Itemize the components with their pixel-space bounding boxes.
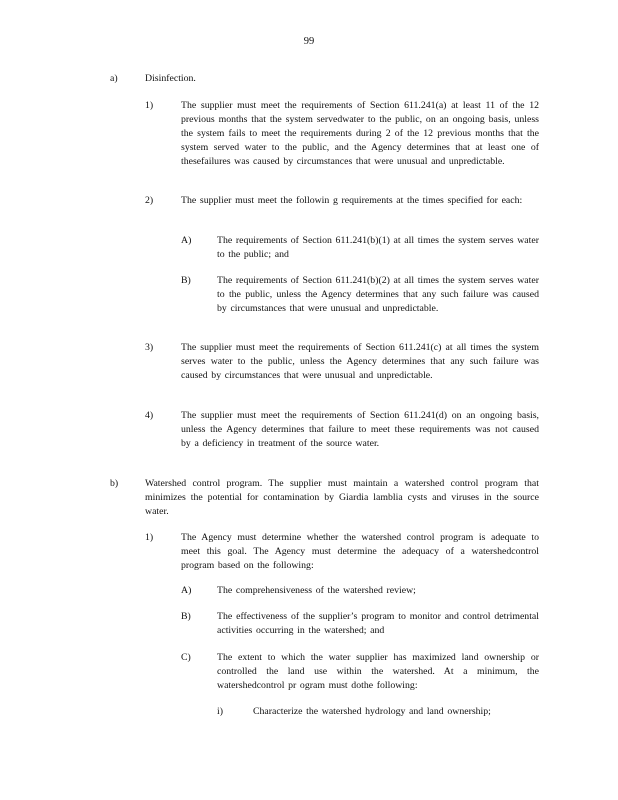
paragraph-text: The comprehensiveness of the watershed review; <box>217 585 416 596</box>
section-a-title: Disinfection. <box>145 73 196 84</box>
paragraph-label: 3) <box>145 342 154 353</box>
paragraph-text: The requirements of Section 611.241(b)(1) at all times the system serves water to the public; and <box>217 235 539 260</box>
section-a-label: a) <box>110 73 118 84</box>
paragraph-text: Characterize the watershed hydrology and land ownership; <box>253 706 491 717</box>
paragraph-label: A) <box>181 585 192 596</box>
paragraph-text: The extent to which the water supplier has maximized land ownership or controlled the land use within the watershed. At a minimum, the watershedcontrol pr ogram must dothe following: <box>217 652 539 691</box>
paragraph-label: C) <box>181 652 191 663</box>
paragraph-label: 4) <box>145 410 154 421</box>
paragraph-label: 1) <box>145 100 154 111</box>
paragraph-text: The supplier must meet the requirements of Section 611.241(c) at all times the system serves water to the public, unless the Agency determines that any such failure was caused by circumstances that were unusual and unpredictable. <box>181 342 539 381</box>
paragraph-label: i) <box>217 706 223 717</box>
paragraph-label: 2) <box>145 195 154 206</box>
paragraph-label: B) <box>181 611 191 622</box>
section-b-text: Watershed control program. The supplier must maintain a watershed control program that minimizes the potential for contamination by Giardia lamblia cysts and viruses in the source water. <box>145 478 539 517</box>
paragraph-text: The supplier must meet the followin g requirements at the times specified for each: <box>181 195 523 206</box>
paragraph-text: The effectiveness of the supplier’s program to monitor and control detrimental activities occurring in the watershed; and <box>217 611 539 636</box>
paragraph-label: A) <box>181 235 192 246</box>
paragraph-text: The requirements of Section 611.241(b)(2) at all times the system serves water to the public, unless the Agency determines that any such failure was caused by circumstances that were unusual and unpredictable. <box>217 275 539 314</box>
page-number: 99 <box>303 36 315 47</box>
paragraph-label: 1) <box>145 532 154 543</box>
section-b-label: b) <box>110 478 119 489</box>
paragraph-text: The Agency must determine whether the watershed control program is adequate to meet this goal. The Agency must determine the adequacy of a watershedcontrol program based on the following: <box>181 532 539 571</box>
paragraph-text: The supplier must meet the requirements of Section 611.241(a) at least 11 of the 12 previous months that the system servedwater to the public, on an ongoing basis, unless the system fails to meet the requirements during 2 of the 12 previous months that the system served water to the public, and the Agency determines that at least one of thesefailures was caused by circumstances that were unusual and unpredictable. <box>181 100 539 167</box>
paragraph-label: B) <box>181 275 191 286</box>
paragraph-text: The supplier must meet the requirements of Section 611.241(d) on an ongoing basis, unless the Agency determines that failure to meet these requirements was not caused by a deficiency in treatment of the source water. <box>181 410 539 449</box>
